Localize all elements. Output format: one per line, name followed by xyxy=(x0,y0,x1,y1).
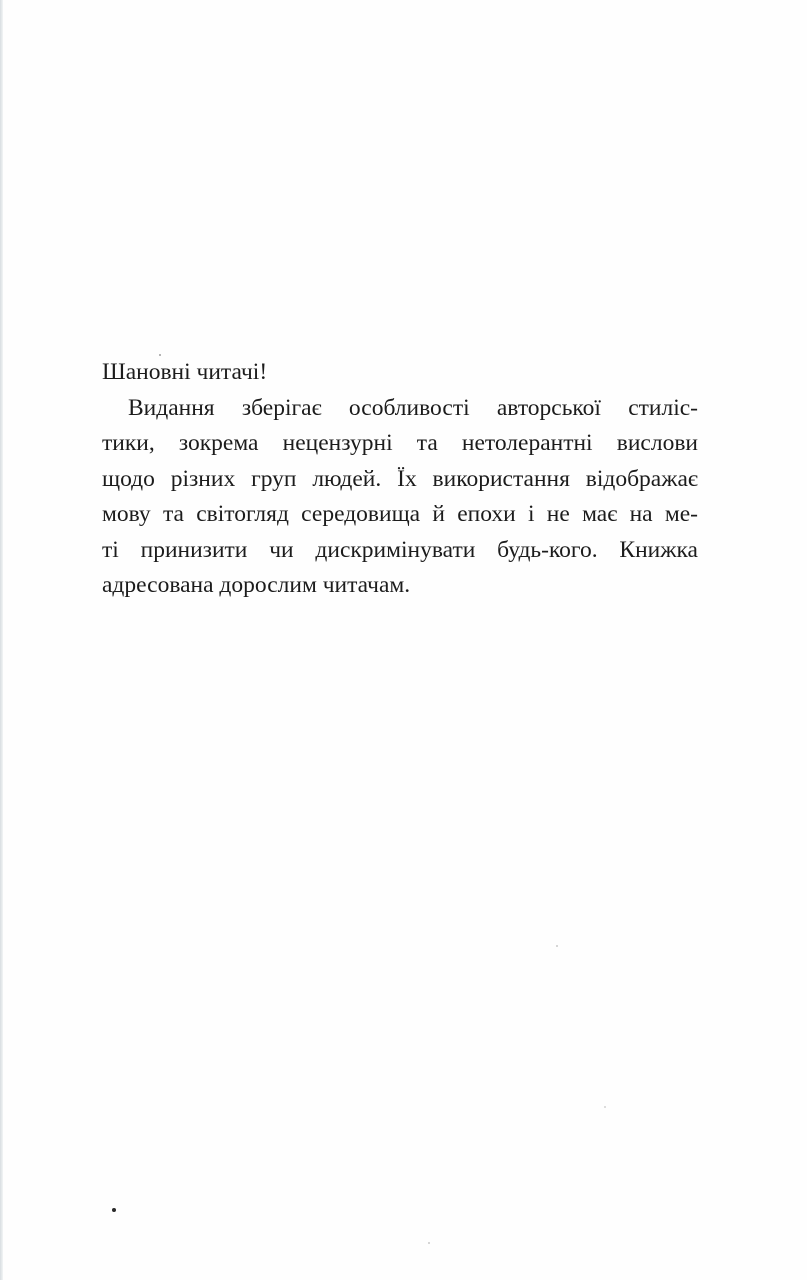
notice-line-2: тики, зокрема нецензурні та нетолерантні вислови xyxy=(102,430,698,456)
notice-line-4: мову та світогляд середовища й епохи і не має на ме- xyxy=(102,501,698,527)
paper-speck xyxy=(604,1106,606,1108)
notice-line-1: Видання зберігає особливості авторської стиліс- xyxy=(128,394,698,421)
notice-line-5: ті принизити чи дискримінувати будь-кого. Книжка xyxy=(102,536,698,563)
notice-line-3: щодо різних груп людей. Їх використання відображає xyxy=(102,465,698,492)
paper-speck xyxy=(159,354,161,356)
paper-speck xyxy=(112,1208,116,1212)
paper-speck xyxy=(428,1242,430,1244)
paper-speck xyxy=(556,945,558,947)
page-edge xyxy=(0,0,3,1280)
reader-notice xyxy=(102,355,698,604)
notice-line-6: адресована дорослим читачам. xyxy=(102,572,411,598)
notice-greeting: Шановні читачі! xyxy=(102,359,268,385)
